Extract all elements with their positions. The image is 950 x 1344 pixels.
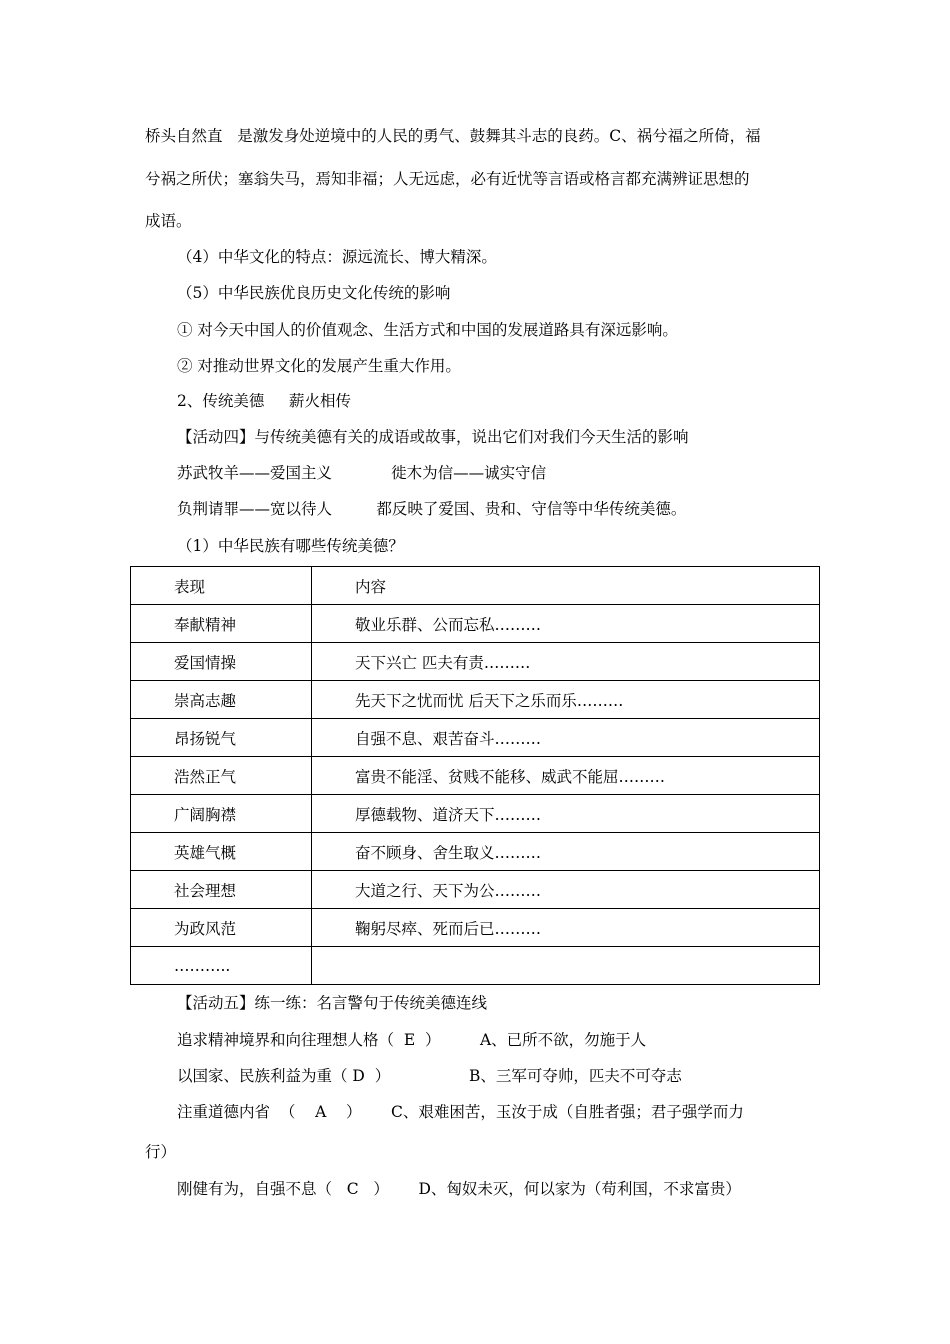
row-content: 天下兴亡 匹夫有责……… bbox=[312, 643, 820, 681]
table-row bbox=[131, 605, 820, 643]
intro-line-1: 桥头自然直 是激发身处逆境中的人民的勇气、鼓舞其斗志的良药。C、祸兮福之所倚，福 bbox=[145, 127, 761, 145]
influence-item-2: ② 对推动世界文化的发展产生重大作用。 bbox=[177, 357, 461, 375]
activity-4-question: （1）中华民族有哪些传统美德？ bbox=[177, 537, 404, 555]
row-virtue: 社会理想 bbox=[131, 871, 312, 909]
row-virtue: ……….. bbox=[131, 947, 312, 985]
point-5: （5）中华民族优良历史文化传统的影响 bbox=[177, 284, 451, 302]
point-4: （4）中华文化的特点：源远流长、博大精深。 bbox=[177, 248, 497, 266]
row-content: 鞠躬尽瘁、死而后已……… bbox=[312, 909, 820, 947]
row-content: 厚德载物、道济天下……… bbox=[312, 795, 820, 833]
row-virtue: 奉献精神 bbox=[131, 605, 312, 643]
row-virtue: 英雄气概 bbox=[131, 833, 312, 871]
table-row bbox=[131, 947, 820, 985]
match-line-1: 追求精神境界和向往理想人格（ E ） A、已所不欲，勿施于人 bbox=[177, 1031, 647, 1049]
table-row bbox=[131, 909, 820, 947]
activity-5-title: 【活动五】练一练：名言警句于传统美德连线 bbox=[177, 994, 488, 1012]
table-row bbox=[131, 871, 820, 909]
section-heading: 2、传统美德 薪火相传 bbox=[177, 392, 351, 410]
intro-line-3: 成语。 bbox=[145, 212, 192, 230]
table-row bbox=[131, 833, 820, 871]
row-content: 大道之行、天下为公……… bbox=[312, 871, 820, 909]
row-content: 先天下之忧而忧 后天下之乐而乐……… bbox=[312, 681, 820, 719]
activity-4-title: 【活动四】与传统美德有关的成语或故事，说出它们对我们今天生活的影响 bbox=[177, 428, 689, 446]
header-cell-expression: 表现 bbox=[131, 567, 312, 605]
row-virtue: 广阔胸襟 bbox=[131, 795, 312, 833]
row-virtue: 昂扬锐气 bbox=[131, 719, 312, 757]
header-cell-content: 内容 bbox=[312, 567, 820, 605]
match-line-4: 刚健有为，自强不息（ C ） D、匈奴未灭，何以家为（苟利国，不求富贵） bbox=[177, 1180, 741, 1198]
table-row bbox=[131, 757, 820, 795]
activity-4-row-2: 负荆请罪——宽以待人 都反映了爱国、贵和、守信等中华传统美德。 bbox=[177, 500, 687, 518]
row-virtue: 爱国情操 bbox=[131, 643, 312, 681]
row-content: 敬业乐群、公而忘私……… bbox=[312, 605, 820, 643]
table-row bbox=[131, 681, 820, 719]
table-row bbox=[131, 795, 820, 833]
table-row bbox=[131, 719, 820, 757]
row-virtue: 浩然正气 bbox=[131, 757, 312, 795]
intro-line-2: 兮祸之所伏；塞翁失马，焉知非福；人无远虑，必有近忧等言语或格言都充满辨证思想的 bbox=[145, 170, 750, 188]
table-row bbox=[131, 643, 820, 681]
row-content: 奋不顾身、舍生取义……… bbox=[312, 833, 820, 871]
match-line-3: 注重道德内省 （ A ） C、艰难困苦，玉汝于成（自胜者强；君子强学而力 bbox=[177, 1103, 744, 1121]
influence-item-1: ① 对今天中国人的价值观念、生活方式和中国的发展道路具有深远影响。 bbox=[177, 321, 678, 339]
match-line-2: 以国家、民族利益为重（ D ） B、三军可夺帅，匹夫不可夺志 bbox=[177, 1067, 682, 1085]
row-content bbox=[312, 947, 820, 985]
match-line-3-continued: 行） bbox=[145, 1143, 177, 1161]
row-content: 富贵不能淫、贫贱不能移、威武不能屈……… bbox=[312, 757, 820, 795]
virtues-table bbox=[130, 566, 820, 985]
activity-4-row-1: 苏武牧羊——爱国主义 徙木为信——诚实守信 bbox=[177, 464, 547, 482]
row-virtue: 崇高志趣 bbox=[131, 681, 312, 719]
table-header-row bbox=[131, 567, 820, 605]
row-content: 自强不息、艰苦奋斗……… bbox=[312, 719, 820, 757]
row-virtue: 为政风范 bbox=[131, 909, 312, 947]
